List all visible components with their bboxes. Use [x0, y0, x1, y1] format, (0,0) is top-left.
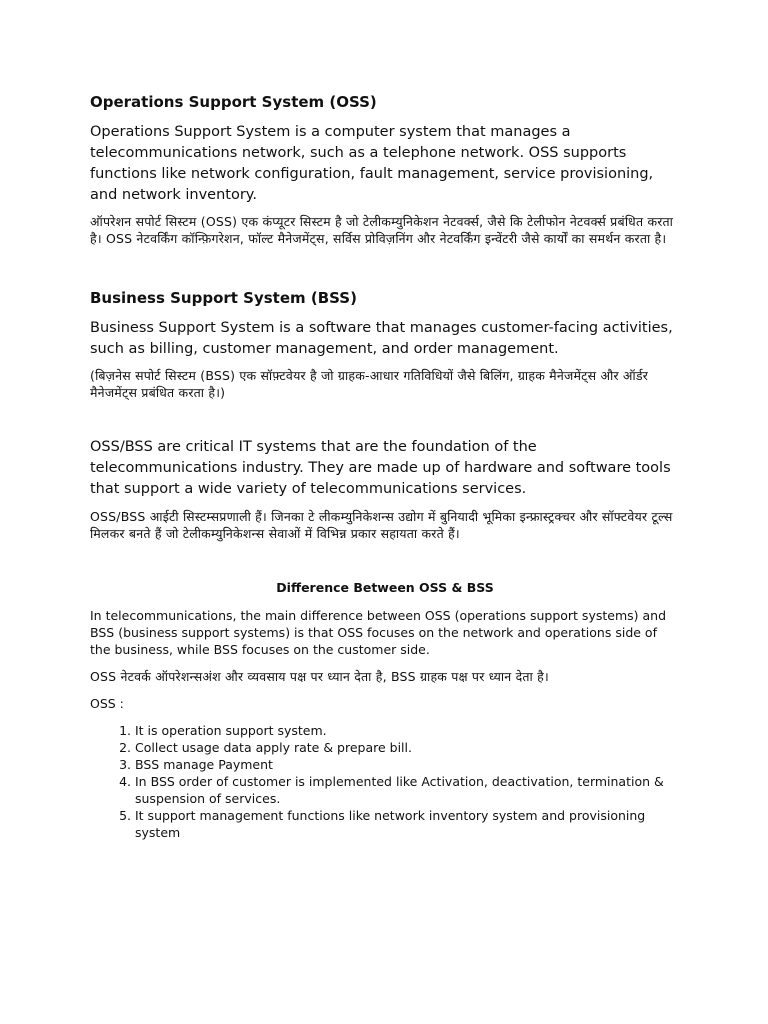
oss-description-hindi: ऑपरेशन सपोर्ट सिस्टम (OSS) एक कंप्यूटर सिस्टम है जो टेलीकम्युनिकेशन नेटवर्क्स, जैसे कि टेलीफोन नेटवर्क्स प्रबंधित करता है। OSS नेटवर्किंग कॉन्फ़िगरेशन, फॉल्ट मैनेजमेंट्स, सर्विस प्रोविज़निंग और नेटवर्किंग इन्वेंटरी जैसे कार्यों का समर्थन करता है। — [90, 214, 674, 246]
bss-description: Business Support System is a software that manages customer-facing activities, such as billing, customer management, and order management. — [90, 320, 673, 357]
oss-bss-description-hindi: OSS/BSS आईटी सिस्टम्सप्रणाली हैं। जिनका टे लीकम्युनिकेशन्स उद्योग में बुनियादी भूमिका इन्फ्रास्ट्रक्चर और सॉफ्टवेयर टूल्स मिलकर बनते हैं जो टेलीकम्युनिकेशन्स सेवाओं में विभिन्न प्रकार सहायता करते हैं। — [90, 509, 673, 541]
oss-points-list — [90, 722, 680, 841]
difference-paragraph: In telecommunications, the main difference between OSS (operations support systems) and BSS (business support systems) is that OSS focuses on the network and operations side of the business, while BSS focuses on the customer side. — [90, 608, 667, 657]
bss-section-title: Business Support System (BSS) — [90, 289, 357, 307]
oss-bss-description: OSS/BSS are critical IT systems that are the foundation of the telecommunications industry. They are made up of hardware and software tools that support a wide variety of telecommunications services. — [90, 439, 671, 497]
oss-list-label: OSS : — [90, 696, 124, 711]
list-item: 1. It is operation support system. — [135, 722, 680, 739]
document-page — [90, 92, 680, 841]
difference-paragraph-hindi: OSS नेटवर्क ऑपरेशन्सअंश और व्यवसाय पक्ष पर ध्यान देता है, BSS ग्राहक पक्ष पर ध्यान देता है। — [90, 669, 549, 684]
oss-description: Operations Support System is a computer system that manages a telecommunications network, such as a telephone network. OSS supports functions like network configuration, fault management, service provisioning, and network inventory. — [90, 124, 654, 203]
oss-section-title: Operations Support System (OSS) — [90, 93, 377, 111]
list-item: 2. Collect usage data apply rate & prepare bill. — [135, 739, 680, 756]
list-item: 3. BSS manage Payment — [135, 756, 680, 773]
list-item: 4. In BSS order of customer is implemented like Activation, deactivation, termination & suspension of services. — [135, 773, 680, 807]
bss-description-hindi: (बिज़नेस सपोर्ट सिस्टम (BSS) एक सॉफ़्टवेयर है जो ग्राहक-आधार गतिविधियों जैसे बिलिंग, ग्राहक मैनेजमेंट्स और ऑर्डर मैनेजमेंट्स प्रबंधित करता है।) — [90, 368, 649, 400]
difference-title: Difference Between OSS & BSS — [276, 580, 494, 595]
list-item: 5. It support management functions like network inventory system and provisioning system — [135, 807, 680, 841]
